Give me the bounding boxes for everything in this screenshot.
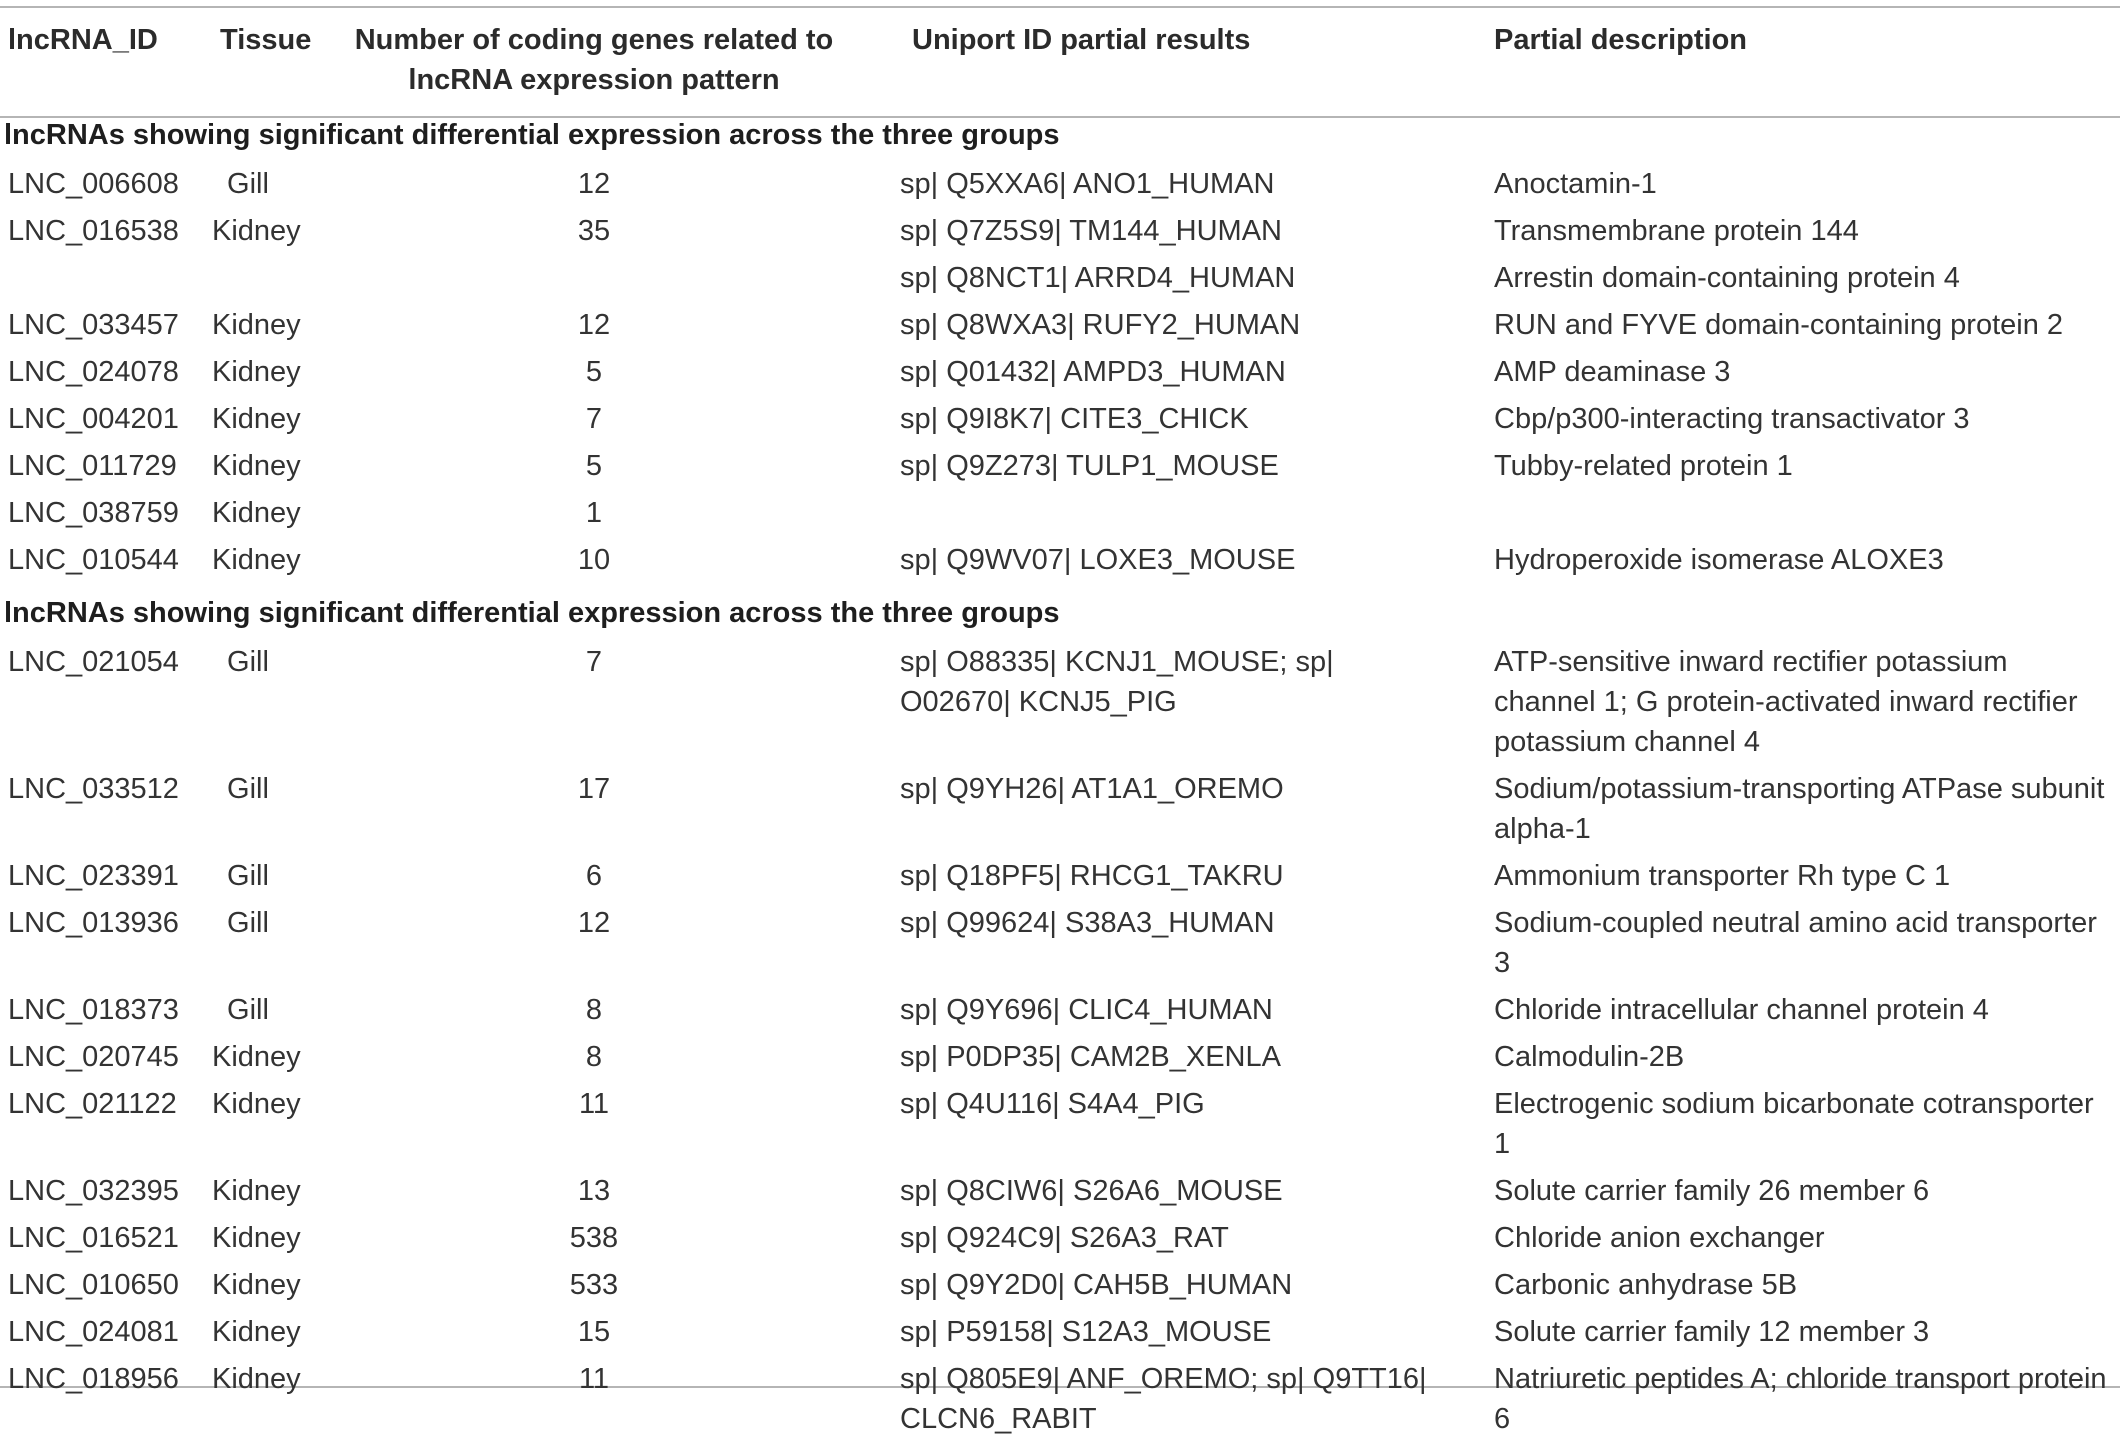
cell-lncrna-id: LNC_018956: [8, 1363, 179, 1395]
cell-tissue: Kidney: [212, 497, 301, 529]
cell-lncrna-id: LNC_024081: [8, 1316, 179, 1348]
cell-description: Electrogenic sodium bicarbonate cotransporter 1: [1494, 1088, 2094, 1160]
table-row: [0, 396, 2120, 443]
cell-description: RUN and FYVE domain-containing protein 2: [1494, 309, 2064, 341]
cell-tissue: Kidney: [212, 1269, 301, 1301]
table-row: [0, 1262, 2120, 1309]
cell-uniport-id: sp| Q8WXA3| RUFY2_HUMAN: [900, 309, 1301, 341]
cell-coding-gene-count: 12: [577, 168, 611, 200]
cell-uniport-id: sp| Q9Y696| CLIC4_HUMAN: [900, 994, 1273, 1026]
cell-uniport-id: sp| Q8CIW6| S26A6_MOUSE: [900, 1175, 1283, 1207]
cell-coding-gene-count: 10: [577, 544, 611, 576]
cell-uniport-id: sp| Q18PF5| RHCG1_TAKRU: [900, 860, 1284, 892]
cell-tissue: Kidney: [212, 450, 301, 482]
cell-coding-gene-count: 11: [578, 1088, 610, 1120]
table-row: [0, 900, 2120, 987]
cell-tissue: Kidney: [212, 1363, 301, 1395]
cell-tissue: Kidney: [212, 403, 301, 435]
cell-description: Chloride anion exchanger: [1494, 1222, 1825, 1254]
cell-lncrna-id: LNC_020745: [8, 1041, 179, 1073]
cell-lncrna-id: LNC_024078: [8, 356, 179, 388]
cell-coding-gene-count: 17: [577, 773, 611, 805]
cell-uniport-id: sp| Q9Z273| TULP1_MOUSE: [900, 450, 1279, 482]
cell-coding-gene-count: 5: [585, 356, 603, 388]
cell-tissue: Kidney: [212, 356, 301, 388]
section-heading-row: [0, 104, 2120, 161]
table-row: [0, 349, 2120, 396]
header-lncrna-id: lncRNA_ID: [8, 24, 158, 56]
cell-tissue: Kidney: [212, 1175, 301, 1207]
table-row: [0, 302, 2120, 349]
cell-description: Cbp/p300-interacting transactivator 3: [1494, 403, 1970, 435]
cell-description: Anoctamin-1: [1494, 168, 1657, 200]
cell-uniport-id: sp| Q01432| AMPD3_HUMAN: [900, 356, 1286, 388]
cell-tissue: [212, 255, 324, 302]
section-heading: lncRNAs showing significant differential expression across the three groups: [4, 597, 1060, 629]
cell-uniport-id: sp| Q9WV07| LOXE3_MOUSE: [900, 544, 1296, 576]
cell-coding-gene-count: 11: [578, 1363, 610, 1395]
table-row: [0, 208, 2120, 255]
header-partial-description: Partial description: [1494, 24, 1748, 56]
cell-coding-gene-count: 6: [585, 860, 603, 892]
table-row: [0, 490, 2120, 537]
cell-lncrna-id: [0, 255, 212, 302]
cell-lncrna-id: LNC_013936: [8, 907, 179, 939]
cell-tissue: Kidney: [212, 1222, 301, 1254]
cell-description: Calmodulin-2B: [1494, 1041, 1685, 1073]
cell-lncrna-id: LNC_006608: [8, 168, 179, 200]
cell-tissue: Kidney: [212, 309, 301, 341]
cell-lncrna-id: LNC_033457: [8, 309, 179, 341]
table-row: [0, 1034, 2120, 1081]
table-row: [0, 1309, 2120, 1356]
cell-coding-gene-count: 7: [585, 646, 603, 678]
cell-lncrna-id: LNC_010544: [8, 544, 179, 576]
cell-uniport-id: sp| Q9Y2D0| CAH5B_HUMAN: [900, 1269, 1293, 1301]
cell-description: Tubby-related protein 1: [1494, 450, 1793, 482]
cell-description: ATP-sensitive inward rectifier potassium channel 1; G protein-activated inward rectifier potassium channel 4: [1494, 646, 2078, 758]
cell-description: Chloride intracellular channel protein 4: [1494, 994, 1989, 1026]
table-body: [0, 104, 2120, 1443]
cell-lncrna-id: LNC_023391: [8, 860, 179, 892]
cell-lncrna-id: LNC_021054: [8, 646, 179, 678]
cell-tissue: Kidney: [212, 1316, 301, 1348]
cell-coding-gene-count: 15: [577, 1316, 611, 1348]
cell-tissue: Gill: [227, 773, 269, 805]
cell-lncrna-id: LNC_033512: [8, 773, 179, 805]
cell-lncrna-id: LNC_016538: [8, 215, 179, 247]
cell-lncrna-id: LNC_016521: [8, 1222, 179, 1254]
section-heading: lncRNAs showing significant differential expression across the three groups: [4, 119, 1060, 151]
cell-uniport-id: sp| P59158| S12A3_MOUSE: [900, 1316, 1272, 1348]
cell-uniport-id: sp| Q4U116| S4A4_PIG: [900, 1088, 1205, 1120]
cell-coding-gene-count: 1: [585, 497, 603, 529]
header-uniport-id: Uniport ID partial results: [912, 24, 1251, 56]
cell-lncrna-id: LNC_021122: [8, 1088, 177, 1120]
table-row: [0, 1168, 2120, 1215]
table-row: [0, 1356, 2120, 1443]
header-row: [0, 8, 2120, 104]
cell-lncrna-id: LNC_032395: [8, 1175, 179, 1207]
cell-tissue: Kidney: [212, 1088, 301, 1120]
cell-description: Natriuretic peptides A; chloride transport protein 6: [1494, 1363, 2107, 1435]
cell-coding-gene-count: 7: [585, 403, 603, 435]
cell-description: Solute carrier family 12 member 3: [1494, 1316, 1930, 1348]
cell-description: Transmembrane protein 144: [1494, 215, 1859, 247]
table-row: [0, 161, 2120, 208]
cell-coding-gene-count: 8: [585, 994, 603, 1026]
cell-coding-gene-count: 12: [577, 309, 611, 341]
cell-tissue: Gill: [227, 907, 269, 939]
cell-uniport-id: sp| Q5XXA6| ANO1_HUMAN: [900, 168, 1275, 200]
header-tissue: Tissue: [220, 24, 312, 56]
section-heading-row: [0, 584, 2120, 639]
cell-coding-gene-count: 12: [577, 907, 611, 939]
cell-description: Hydroperoxide isomerase ALOXE3: [1494, 544, 1944, 576]
cell-description: AMP deaminase 3: [1494, 356, 1731, 388]
table-row: [0, 255, 2120, 302]
table-row: [0, 1215, 2120, 1262]
cell-coding-gene-count: 8: [585, 1041, 603, 1073]
cell-uniport-id: sp| P0DP35| CAM2B_XENLA: [900, 1041, 1281, 1073]
cell-tissue: Kidney: [212, 544, 301, 576]
lncrna-table: [0, 8, 2120, 1443]
table-row: [0, 443, 2120, 490]
cell-tissue: Gill: [227, 646, 269, 678]
cell-coding-gene-count: 533: [569, 1269, 619, 1301]
cell-tissue: Gill: [227, 994, 269, 1026]
cell-uniport-id: sp| O88335| KCNJ1_MOUSE; sp| O02670| KCNJ5_PIG: [900, 646, 1334, 718]
cell-uniport-id: sp| Q8NCT1| ARRD4_HUMAN: [900, 262, 1296, 294]
cell-tissue: Kidney: [212, 215, 301, 247]
cell-uniport-id: sp| Q99624| S38A3_HUMAN: [900, 907, 1275, 939]
cell-description: Sodium/potassium-transporting ATPase subunit alpha-1: [1494, 773, 2105, 845]
cell-description: Sodium-coupled neutral amino acid transporter 3: [1494, 907, 2097, 979]
table-row: [0, 766, 2120, 853]
cell-lncrna-id: LNC_004201: [8, 403, 179, 435]
cell-uniport-id: sp| Q924C9| S26A3_RAT: [900, 1222, 1229, 1254]
cell-coding-gene-count: 35: [577, 215, 611, 247]
table-row: [0, 537, 2120, 584]
table-row: [0, 639, 2120, 766]
cell-uniport-id: [864, 490, 1460, 537]
cell-coding-gene-count: [324, 255, 864, 302]
cell-uniport-id: sp| Q9I8K7| CITE3_CHICK: [900, 403, 1249, 435]
cell-description: Arrestin domain-containing protein 4: [1494, 262, 1960, 294]
cell-uniport-id: sp| Q805E9| ANF_OREMO; sp| Q9TT16| CLCN6_RABIT: [900, 1363, 1427, 1435]
cell-coding-gene-count: 5: [585, 450, 603, 482]
cell-uniport-id: sp| Q7Z5S9| TM144_HUMAN: [900, 215, 1282, 247]
table-row: [0, 987, 2120, 1034]
cell-lncrna-id: LNC_011729: [8, 450, 177, 482]
cell-description: Solute carrier family 26 member 6: [1494, 1175, 1930, 1207]
cell-coding-gene-count: 538: [569, 1222, 619, 1254]
cell-description: Carbonic anhydrase 5B: [1494, 1269, 1798, 1301]
cell-uniport-id: sp| Q9YH26| AT1A1_OREMO: [900, 773, 1284, 805]
table-header: [0, 8, 2120, 104]
cell-coding-gene-count: 13: [577, 1175, 611, 1207]
cell-description: [1460, 490, 2120, 537]
cell-tissue: Gill: [227, 860, 269, 892]
cell-tissue: Kidney: [212, 1041, 301, 1073]
table-row: [0, 1081, 2120, 1168]
cell-tissue: Gill: [227, 168, 269, 200]
cell-lncrna-id: LNC_018373: [8, 994, 179, 1026]
cell-lncrna-id: LNC_038759: [8, 497, 179, 529]
table-row: [0, 853, 2120, 900]
cell-lncrna-id: LNC_010650: [8, 1269, 179, 1301]
cell-description: Ammonium transporter Rh type C 1: [1494, 860, 1951, 892]
header-coding-gene-count: Number of coding genes related to lncRNA expression pattern: [354, 24, 834, 96]
